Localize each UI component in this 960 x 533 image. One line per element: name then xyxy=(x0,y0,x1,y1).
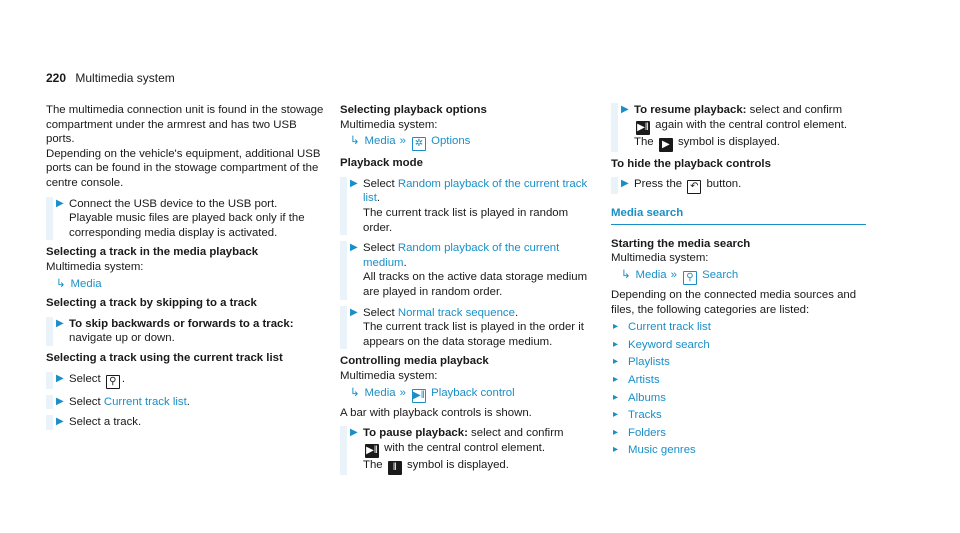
select-label: Select xyxy=(363,177,395,190)
select-end: . xyxy=(121,372,126,385)
menu-path xyxy=(340,134,590,151)
pause-bold: To pause playback: xyxy=(363,427,468,440)
path-search: Search xyxy=(702,268,739,281)
step-arrow-icon: ▶ xyxy=(350,427,358,439)
step-arrow-icon: ▶ xyxy=(56,395,64,407)
press-label: Press the xyxy=(634,178,683,191)
menu-path xyxy=(611,268,866,285)
gear-icon: ✲ xyxy=(412,137,426,151)
multimedia-system-label: Multimedia system: xyxy=(46,260,144,273)
path-playback-control: Playback control xyxy=(431,386,515,399)
list-item: ▸ Tracks xyxy=(611,408,866,423)
step-select-track xyxy=(46,415,326,430)
depending-text: Depending on the connected media sources and files, the following categories are listed: xyxy=(611,288,857,316)
select-end: . xyxy=(186,395,190,408)
search-icon: ⚲ xyxy=(106,375,120,389)
intro-paragraph: The multimedia connection unit is found in the stowage compartment under the armrest and has two USB ports. xyxy=(46,104,324,146)
step-arrow-icon: ▶ xyxy=(56,317,64,329)
heading-start-search: Starting the media search xyxy=(611,237,751,250)
step-option-2: ▶ Select Random playback of the current medium. All tracks on the active data storage medium are played in random order. xyxy=(340,241,590,299)
step-arrow-icon: ▶ xyxy=(56,416,64,428)
path-options: Options xyxy=(431,135,471,148)
option-random-current-list: Random playback of the current track list xyxy=(363,177,588,205)
step-arrow-icon: ▶ xyxy=(621,178,629,190)
step-arrow-icon: ▶ xyxy=(56,372,64,384)
pause-text-3: symbol is displayed. xyxy=(406,458,509,471)
list-item: ▸ Playlists xyxy=(611,355,866,370)
multimedia-system-label: Multimedia system: xyxy=(611,252,709,265)
the-label: The xyxy=(634,135,654,148)
list-item: ▸ Current track list xyxy=(611,320,866,335)
bar-text: A bar with playback controls is shown. xyxy=(340,406,532,419)
list-item: ▸ Music genres xyxy=(611,443,866,458)
back-icon: ↶ xyxy=(687,180,701,194)
step-arrow-icon: ▶ xyxy=(621,104,629,115)
path-hook-icon: ↳ xyxy=(350,386,360,399)
column-2 xyxy=(340,103,590,475)
select-label: Select xyxy=(363,306,395,319)
step-arrow-icon: ▶ xyxy=(350,306,358,318)
play-icon: ▶ xyxy=(659,138,673,152)
list-item: ▸ Folders xyxy=(611,426,866,441)
step-pause xyxy=(340,426,590,475)
heading-skip: Selecting a track by skipping to a track xyxy=(46,297,257,310)
resume-bold: To resume playback: xyxy=(634,104,747,116)
list-item: ▸ Albums xyxy=(611,391,866,406)
column-3 xyxy=(611,103,866,458)
select-label: Select xyxy=(69,395,101,408)
select-label: Select xyxy=(69,372,101,385)
heading-current-list: Selecting a track using the current track list xyxy=(46,351,283,364)
play-pause-icon: ▶‖ xyxy=(413,389,425,401)
option-normal-sequence: Normal track sequence xyxy=(397,306,515,319)
path-media: Media xyxy=(364,135,396,148)
step-arrow-icon: ▶ xyxy=(56,197,64,209)
step-connect-usb xyxy=(46,197,326,241)
page-number: 220 xyxy=(46,71,67,85)
heading-hide: To hide the playback controls xyxy=(611,157,771,170)
select-track-text: Select a track. xyxy=(69,416,142,429)
column-1 xyxy=(46,103,326,430)
pause-text-2: with the central control element. xyxy=(384,441,545,454)
option-random-medium: Random playback of the current medium xyxy=(363,242,560,269)
path-hook-icon: ↳ xyxy=(350,135,360,148)
skip-text: navigate up or down. xyxy=(69,332,175,345)
path-media: Media xyxy=(70,277,102,290)
step-option-1: ▶ Select Random playback of the current track list. The current track list is played in random order. xyxy=(340,177,590,235)
step-skip xyxy=(46,317,326,346)
path-media: Media xyxy=(635,268,667,281)
multimedia-system-label: Multimedia system: xyxy=(340,118,438,131)
intro-paragraph-2: Depending on the vehicle's equipment, additional USB ports can be found in the stowage compartment of the centre console. xyxy=(46,147,321,189)
path-media: Media xyxy=(364,386,396,399)
step-arrow-icon: ▶ xyxy=(350,177,358,189)
heading-select-track: Selecting a track in the media playback xyxy=(46,246,259,259)
section-media-search: Media search xyxy=(611,206,866,225)
step-resume xyxy=(611,103,866,152)
current-track-list-link: Current track list xyxy=(103,395,187,408)
select-label: Select xyxy=(363,242,395,255)
menu-path xyxy=(46,277,326,292)
step-note: Playable music files are played back only if the corresponding media display is activated. xyxy=(69,212,305,239)
step-option-3: ▶ Select Normal track sequence. The current track list is played in the order it appears on the data storage medium. xyxy=(340,306,590,350)
play-pause-icon: ▶‖ xyxy=(637,121,649,133)
pause-text: select and confirm xyxy=(471,427,564,440)
path-hook-icon: ↳ xyxy=(56,277,66,290)
press-end: button. xyxy=(706,178,742,191)
path-hook-icon: ↳ xyxy=(621,268,631,281)
list-item: ▸ Artists xyxy=(611,373,866,388)
option-2-text: All tracks on the active data storage medium are played in random order. xyxy=(363,271,588,298)
step-select-search xyxy=(46,372,326,389)
page-header-title: Multimedia system xyxy=(75,71,175,85)
path-separator-icon: » xyxy=(399,135,406,148)
multimedia-system-label: Multimedia system: xyxy=(340,369,438,382)
category-list xyxy=(611,320,866,458)
the-label: The xyxy=(363,458,383,471)
play-pause-icon: ▶‖ xyxy=(366,444,378,456)
resume-text: select and confirm xyxy=(749,104,843,116)
path-separator-icon: » xyxy=(670,268,677,281)
step-text: Connect the USB device to the USB port. xyxy=(69,197,278,210)
heading-controlling: Controlling media playback xyxy=(340,355,489,368)
step-select-list xyxy=(46,395,326,410)
option-3-text: The current track list is played in the order it appears on the data storage medium. xyxy=(363,321,584,348)
menu-path xyxy=(340,386,590,403)
path-separator-icon: » xyxy=(399,386,406,399)
search-icon: ⚲ xyxy=(683,271,697,285)
list-item: ▸ Keyword search xyxy=(611,338,866,353)
resume-text-2: again with the central control element. xyxy=(655,118,848,131)
option-1-text: The current track list is played in random order. xyxy=(363,206,569,234)
heading-options: Selecting playback options xyxy=(340,104,487,116)
step-press-back xyxy=(611,177,866,194)
skip-bold: To skip backwards or forwards to a track: xyxy=(69,317,294,330)
heading-playback-mode: Playback mode xyxy=(340,157,423,170)
resume-text-3: symbol is displayed. xyxy=(677,135,780,148)
page-header xyxy=(46,71,175,86)
pause-icon: ‖ xyxy=(388,461,402,475)
step-arrow-icon: ▶ xyxy=(350,242,358,254)
